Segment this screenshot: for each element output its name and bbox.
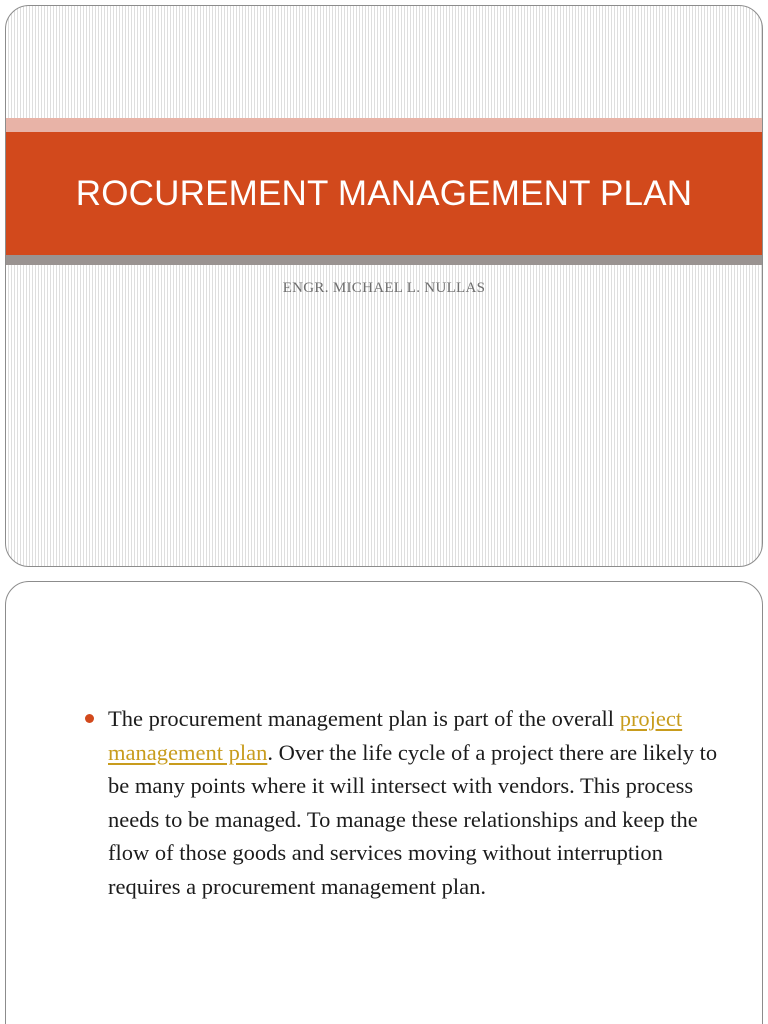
bullet-text-before: The procurement management plan is part of the overall	[108, 706, 620, 731]
project-management-plan-link[interactable]: project management plan	[108, 706, 683, 765]
slide-title: ROCUREMENT MANAGEMENT PLAN	[75, 173, 693, 213]
title-slide	[5, 5, 763, 567]
bullet-text-after: . Over the life cycle of a project there are likely to be many points where it will intersect with vendors. This process needs to be managed. To manage these relationships and keep the flow of those goods and services moving without interruption requires a procurement management plan.	[108, 739, 718, 899]
bullet-item	[84, 702, 724, 903]
slide-subtitle: ENGR. MICHAEL L. NULLAS	[282, 280, 486, 296]
title-band	[6, 132, 762, 255]
title-accent-stripe-bottom	[6, 255, 762, 265]
title-accent-stripe-top	[6, 118, 762, 132]
content-slide	[5, 581, 763, 1024]
bullet-list	[84, 702, 724, 903]
bullet-dot-icon	[85, 714, 94, 723]
